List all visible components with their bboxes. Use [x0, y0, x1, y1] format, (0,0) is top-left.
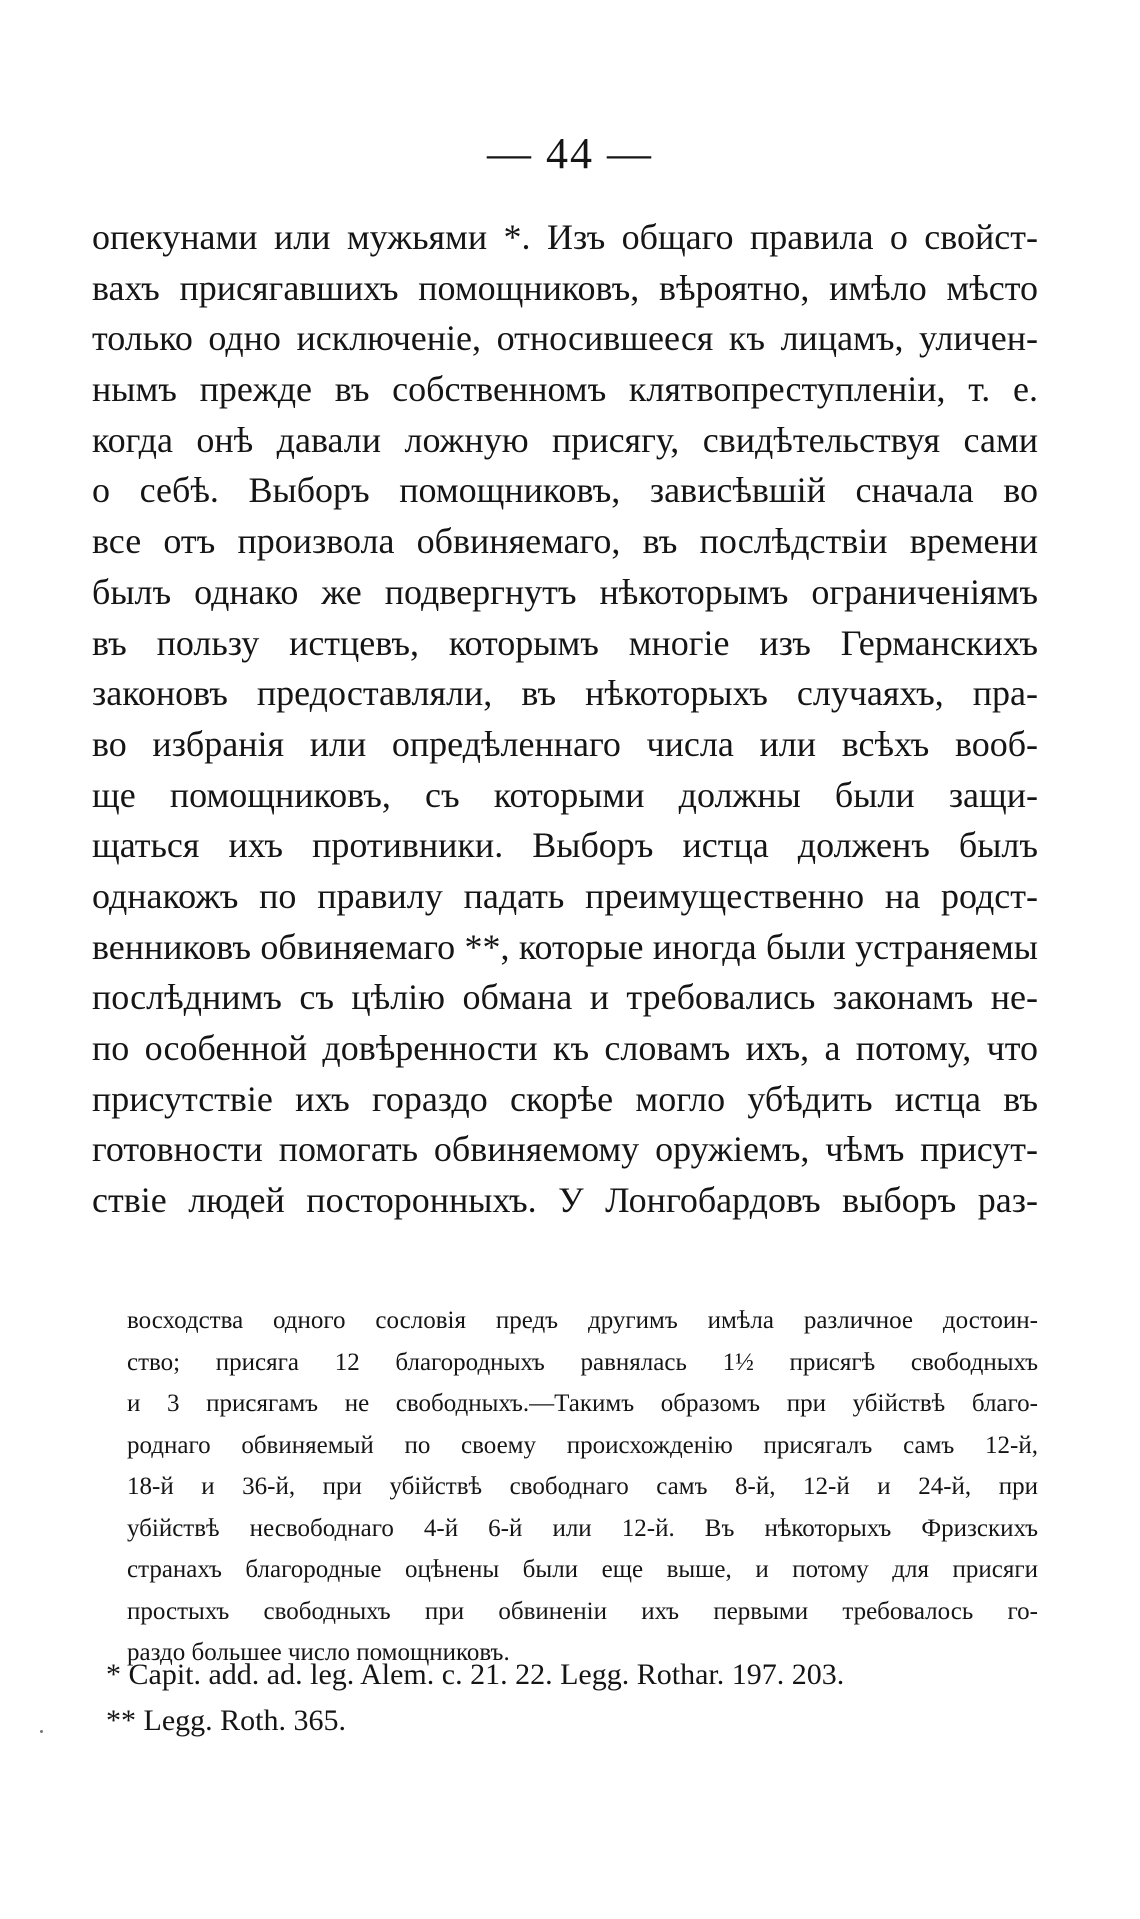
footnote: ** Legg. Roth. 365.	[106, 1704, 346, 1737]
note-line: раздо большее число помощниковъ.	[127, 1639, 510, 1666]
note-line: роднаго обвиняемый по своему происхожденію присягалъ самъ 12-й,	[127, 1431, 1038, 1459]
body-line: былъ однако же подвергнутъ нѣкоторымъ ограниченіямъ	[92, 571, 1038, 612]
body-line: опекунами или мужьями *. Изъ общаго правила о свойст-	[92, 217, 1038, 257]
continued-note	[127, 1300, 1038, 1674]
body-line: законовъ предоставляли, въ нѣкоторыхъ случаяхъ, пра-	[92, 673, 1038, 714]
body-line: присутствіе ихъ гораздо скорѣе могло убѣдить истца въ	[92, 1078, 1038, 1119]
body-line: готовности помогать обвиняемому оружіемъ, чѣмъ присут-	[92, 1129, 1038, 1170]
note-line: ство; присяга 12 благородныхъ равнялась 1½ присягѣ свободныхъ	[127, 1348, 1038, 1376]
body-line: вахъ присягавшихъ помощниковъ, вѣроятно, имѣло мѣсто	[92, 267, 1038, 308]
body-line: послѣднимъ съ цѣлію обмана и требовались законамъ не-	[92, 977, 1038, 1018]
footnotes	[106, 1652, 1006, 1744]
body-line: ще помощниковъ, съ которыми должны были защи-	[92, 774, 1038, 815]
note-line: убійствѣ несвободнаго 4-й 6-й или 12-й. Въ нѣкоторыхъ Фризскихъ	[127, 1514, 1038, 1542]
note-line: 18-й и 36-й, при убійствѣ свободнаго самъ 8-й, 12-й и 24-й, при	[127, 1473, 1038, 1500]
page-number: — 44 —	[487, 129, 653, 178]
body-line: о себѣ. Выборъ помощниковъ, зависѣвшій сначала во	[92, 470, 1038, 511]
footnote: * Capit. add. ad. leg. Alem. c. 21. 22. Legg. Rothar. 197. 203.	[106, 1658, 845, 1691]
scan-speck	[40, 1730, 43, 1733]
note-line: и 3 присягамъ не свободныхъ.—Такимъ образомъ при убійствѣ благо-	[127, 1390, 1038, 1417]
body-line: когда онѣ давали ложную присягу, свидѣтельствуя сами	[92, 419, 1038, 460]
note-line: восходства одного сословія предъ другимъ имѣла различное достоин-	[127, 1307, 1038, 1334]
body-line: только одно исключеніе, относившееся къ лицамъ, уличен-	[92, 318, 1038, 359]
body-line: все отъ произвола обвиняемаго, въ послѣдствіи времени	[92, 521, 1038, 562]
body-line: во избранія или опредѣленнаго числа или всѣхъ вооб-	[92, 723, 1038, 764]
body-text	[92, 212, 1038, 1226]
body-line: венниковъ обвиняемаго **, которые иногда были устраняемы	[92, 926, 1038, 967]
body-line: въ пользу истцевъ, которымъ многіе изъ Германскихъ	[92, 622, 1038, 663]
body-line: щаться ихъ противники. Выборъ истца долженъ былъ	[92, 825, 1038, 866]
body-line: нымъ прежде въ собственномъ клятвопреступленіи, т. е.	[92, 369, 1038, 410]
body-line: по особенной довѣренности къ словамъ ихъ, а потому, что	[92, 1028, 1038, 1068]
note-line: странахъ благородные оцѣнены были еще выше, и потому для присяги	[127, 1556, 1038, 1583]
note-line: простыхъ свободныхъ при обвиненіи ихъ первыми требовалось го-	[127, 1597, 1038, 1625]
body-line: ствіе людей посторонныхъ. У Лонгобардовъ выборъ раз-	[92, 1180, 1038, 1221]
body-line: однакожъ по правилу падать преимущественно на родст-	[92, 875, 1038, 916]
